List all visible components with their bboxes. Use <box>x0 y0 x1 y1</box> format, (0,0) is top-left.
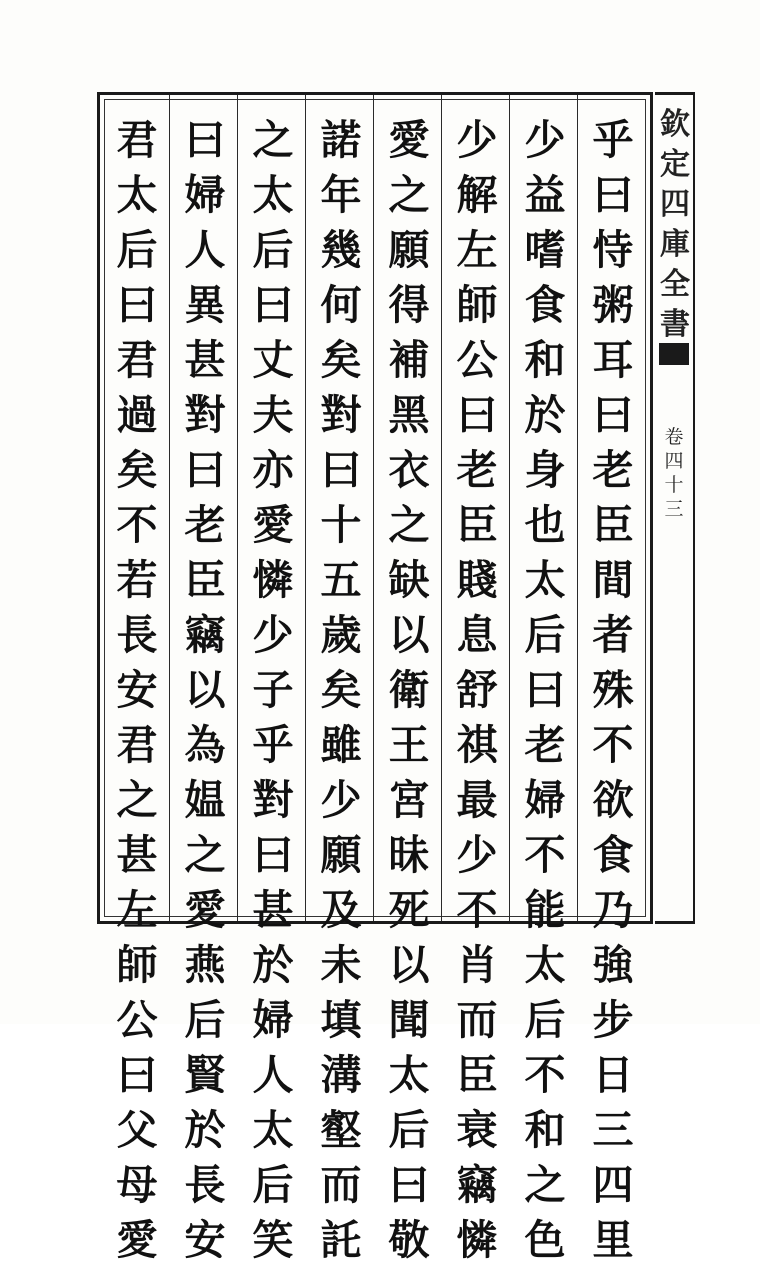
character: 后 <box>524 611 566 659</box>
character: 矣 <box>320 666 362 714</box>
column-rule <box>169 95 170 921</box>
character: 曰 <box>524 666 566 714</box>
character: 殊 <box>592 666 634 714</box>
character: 不 <box>524 831 566 879</box>
character: 溝 <box>320 1051 362 1099</box>
character: 臣 <box>456 501 498 549</box>
character: 聞 <box>388 996 430 1044</box>
text-column-3 <box>446 113 508 1264</box>
character: 竊 <box>456 1161 498 1209</box>
character: 少 <box>524 116 566 164</box>
character: 笑 <box>252 1216 294 1264</box>
character: 願 <box>320 831 362 879</box>
character: 曰 <box>388 1161 430 1209</box>
character: 舒 <box>456 666 498 714</box>
character: 雖 <box>320 721 362 769</box>
character: 五 <box>320 556 362 604</box>
character: 乎 <box>592 116 634 164</box>
character: 臣 <box>592 501 634 549</box>
character: 后 <box>252 226 294 274</box>
character: 夫 <box>252 391 294 439</box>
character: 祺 <box>456 721 498 769</box>
character: 強 <box>592 941 634 989</box>
page-margin-column <box>655 92 695 924</box>
character: 日 <box>592 1051 634 1099</box>
character: 曰 <box>184 446 226 494</box>
character: 王 <box>388 721 430 769</box>
character: 少 <box>456 116 498 164</box>
character: 能 <box>524 886 566 934</box>
character: 衛 <box>388 666 430 714</box>
chapter-label <box>659 425 689 521</box>
character: 安 <box>116 666 158 714</box>
character: 衰 <box>456 1106 498 1154</box>
character: 婦 <box>252 996 294 1044</box>
character: 竊 <box>184 611 226 659</box>
character: 息 <box>456 611 498 659</box>
character: 黑 <box>388 391 430 439</box>
character: 不 <box>592 721 634 769</box>
book-title-character: 庫 <box>660 227 690 262</box>
character: 君 <box>116 116 158 164</box>
character: 對 <box>320 391 362 439</box>
character: 得 <box>388 281 430 329</box>
character: 以 <box>388 941 430 989</box>
character: 死 <box>388 886 430 934</box>
character: 及 <box>320 886 362 934</box>
character: 昧 <box>388 831 430 879</box>
character: 乎 <box>252 721 294 769</box>
character: 君 <box>116 721 158 769</box>
column-rule <box>305 95 306 921</box>
character: 公 <box>456 336 498 384</box>
character: 師 <box>456 281 498 329</box>
character: 賤 <box>456 556 498 604</box>
column-rule <box>237 95 238 921</box>
character: 者 <box>592 611 634 659</box>
character: 老 <box>524 721 566 769</box>
character: 少 <box>320 776 362 824</box>
character: 幾 <box>320 226 362 274</box>
character: 肖 <box>456 941 498 989</box>
character: 缺 <box>388 556 430 604</box>
character: 臣 <box>456 1051 498 1099</box>
character: 異 <box>184 281 226 329</box>
character: 公 <box>116 996 158 1044</box>
character: 粥 <box>592 281 634 329</box>
character: 里 <box>592 1216 634 1264</box>
text-column-7 <box>174 113 236 1264</box>
book-title-character: 書 <box>660 307 690 342</box>
character: 解 <box>456 171 498 219</box>
column-rule <box>441 95 442 921</box>
text-column-6 <box>242 113 304 1264</box>
character: 老 <box>184 501 226 549</box>
character: 過 <box>116 391 158 439</box>
text-column-2 <box>514 113 576 1264</box>
character: 曰 <box>252 831 294 879</box>
character: 嗜 <box>524 226 566 274</box>
character: 也 <box>524 501 566 549</box>
character: 食 <box>524 281 566 329</box>
character: 太 <box>388 1051 430 1099</box>
column-rule <box>577 95 578 921</box>
column-rule <box>509 95 510 921</box>
character: 對 <box>184 391 226 439</box>
character: 母 <box>116 1161 158 1209</box>
character: 太 <box>116 171 158 219</box>
character: 媪 <box>184 776 226 824</box>
character: 衣 <box>388 446 430 494</box>
chapter-character: 四 <box>664 450 684 472</box>
character: 子 <box>252 666 294 714</box>
character: 曰 <box>456 391 498 439</box>
character: 人 <box>184 226 226 274</box>
character: 太 <box>524 556 566 604</box>
chapter-character: 十 <box>664 474 684 496</box>
character: 於 <box>524 391 566 439</box>
character: 之 <box>388 171 430 219</box>
character: 左 <box>456 226 498 274</box>
book-title-character: 定 <box>660 147 690 182</box>
character: 補 <box>388 336 430 384</box>
character: 曰 <box>320 446 362 494</box>
character: 曰 <box>592 171 634 219</box>
character: 矣 <box>320 336 362 384</box>
text-frame <box>97 92 653 1264</box>
character: 臣 <box>184 556 226 604</box>
column-rule <box>373 95 374 921</box>
fish-tail-mark <box>659 343 689 365</box>
character: 愛 <box>252 501 294 549</box>
character: 老 <box>592 446 634 494</box>
character: 諾 <box>320 116 362 164</box>
character: 曰 <box>116 281 158 329</box>
character: 婦 <box>184 171 226 219</box>
character: 間 <box>592 556 634 604</box>
character: 曰 <box>184 116 226 164</box>
character: 步 <box>592 996 634 1044</box>
character: 愛 <box>388 116 430 164</box>
character: 耳 <box>592 336 634 384</box>
character: 不 <box>116 501 158 549</box>
character: 欲 <box>592 776 634 824</box>
character: 太 <box>252 171 294 219</box>
character: 燕 <box>184 941 226 989</box>
character: 於 <box>184 1106 226 1154</box>
character: 何 <box>320 281 362 329</box>
character: 太 <box>524 941 566 989</box>
character: 曰 <box>592 391 634 439</box>
character: 曰 <box>116 1051 158 1099</box>
character: 憐 <box>252 556 294 604</box>
character: 三 <box>592 1106 634 1154</box>
chapter-character: 三 <box>664 498 684 520</box>
character: 憐 <box>456 1216 498 1264</box>
character: 安 <box>184 1216 226 1264</box>
character: 最 <box>456 776 498 824</box>
character: 君 <box>116 336 158 384</box>
character: 父 <box>116 1106 158 1154</box>
character: 而 <box>456 996 498 1044</box>
character: 之 <box>524 1161 566 1209</box>
character: 於 <box>252 941 294 989</box>
character: 甚 <box>252 886 294 934</box>
character: 為 <box>184 721 226 769</box>
character: 敬 <box>388 1216 430 1264</box>
character: 后 <box>184 996 226 1044</box>
character: 若 <box>116 556 158 604</box>
character: 太 <box>252 1106 294 1154</box>
character: 色 <box>524 1216 566 1264</box>
character: 願 <box>388 226 430 274</box>
character: 十 <box>320 501 362 549</box>
character: 歲 <box>320 611 362 659</box>
character: 愛 <box>184 886 226 934</box>
text-column-5 <box>310 113 372 1264</box>
book-title-character: 全 <box>660 267 690 302</box>
character: 長 <box>184 1161 226 1209</box>
text-column-8 <box>106 113 168 1264</box>
character: 宮 <box>388 776 430 824</box>
book-title-character: 欽 <box>660 107 690 142</box>
character: 后 <box>388 1106 430 1154</box>
book-title <box>657 105 693 345</box>
character: 矣 <box>116 446 158 494</box>
character: 四 <box>592 1161 634 1209</box>
character: 恃 <box>592 226 634 274</box>
character: 以 <box>388 611 430 659</box>
character: 益 <box>524 171 566 219</box>
character: 食 <box>592 831 634 879</box>
character: 壑 <box>320 1106 362 1154</box>
character: 后 <box>252 1161 294 1209</box>
character: 后 <box>116 226 158 274</box>
character: 長 <box>116 611 158 659</box>
character: 未 <box>320 941 362 989</box>
character: 甚 <box>184 336 226 384</box>
text-column-4 <box>378 113 440 1264</box>
character: 身 <box>524 446 566 494</box>
text-column-1 <box>582 113 644 1264</box>
character: 賢 <box>184 1051 226 1099</box>
character: 亦 <box>252 446 294 494</box>
character: 少 <box>252 611 294 659</box>
chapter-character: 卷 <box>664 426 684 448</box>
character: 之 <box>252 116 294 164</box>
character: 人 <box>252 1051 294 1099</box>
character: 后 <box>524 996 566 1044</box>
character: 之 <box>388 501 430 549</box>
character: 曰 <box>252 281 294 329</box>
character: 之 <box>184 831 226 879</box>
character: 填 <box>320 996 362 1044</box>
character: 少 <box>456 831 498 879</box>
character: 師 <box>116 941 158 989</box>
character: 以 <box>184 666 226 714</box>
character: 丈 <box>252 336 294 384</box>
character: 和 <box>524 336 566 384</box>
character: 而 <box>320 1161 362 1209</box>
character: 託 <box>320 1216 362 1264</box>
character: 不 <box>524 1051 566 1099</box>
character: 乃 <box>592 886 634 934</box>
character: 老 <box>456 446 498 494</box>
character: 不 <box>456 886 498 934</box>
character: 年 <box>320 171 362 219</box>
character: 左 <box>116 886 158 934</box>
character: 甚 <box>116 831 158 879</box>
character: 愛 <box>116 1216 158 1264</box>
character: 婦 <box>524 776 566 824</box>
character: 和 <box>524 1106 566 1154</box>
book-title-character: 四 <box>660 187 690 222</box>
character: 之 <box>116 776 158 824</box>
character: 對 <box>252 776 294 824</box>
